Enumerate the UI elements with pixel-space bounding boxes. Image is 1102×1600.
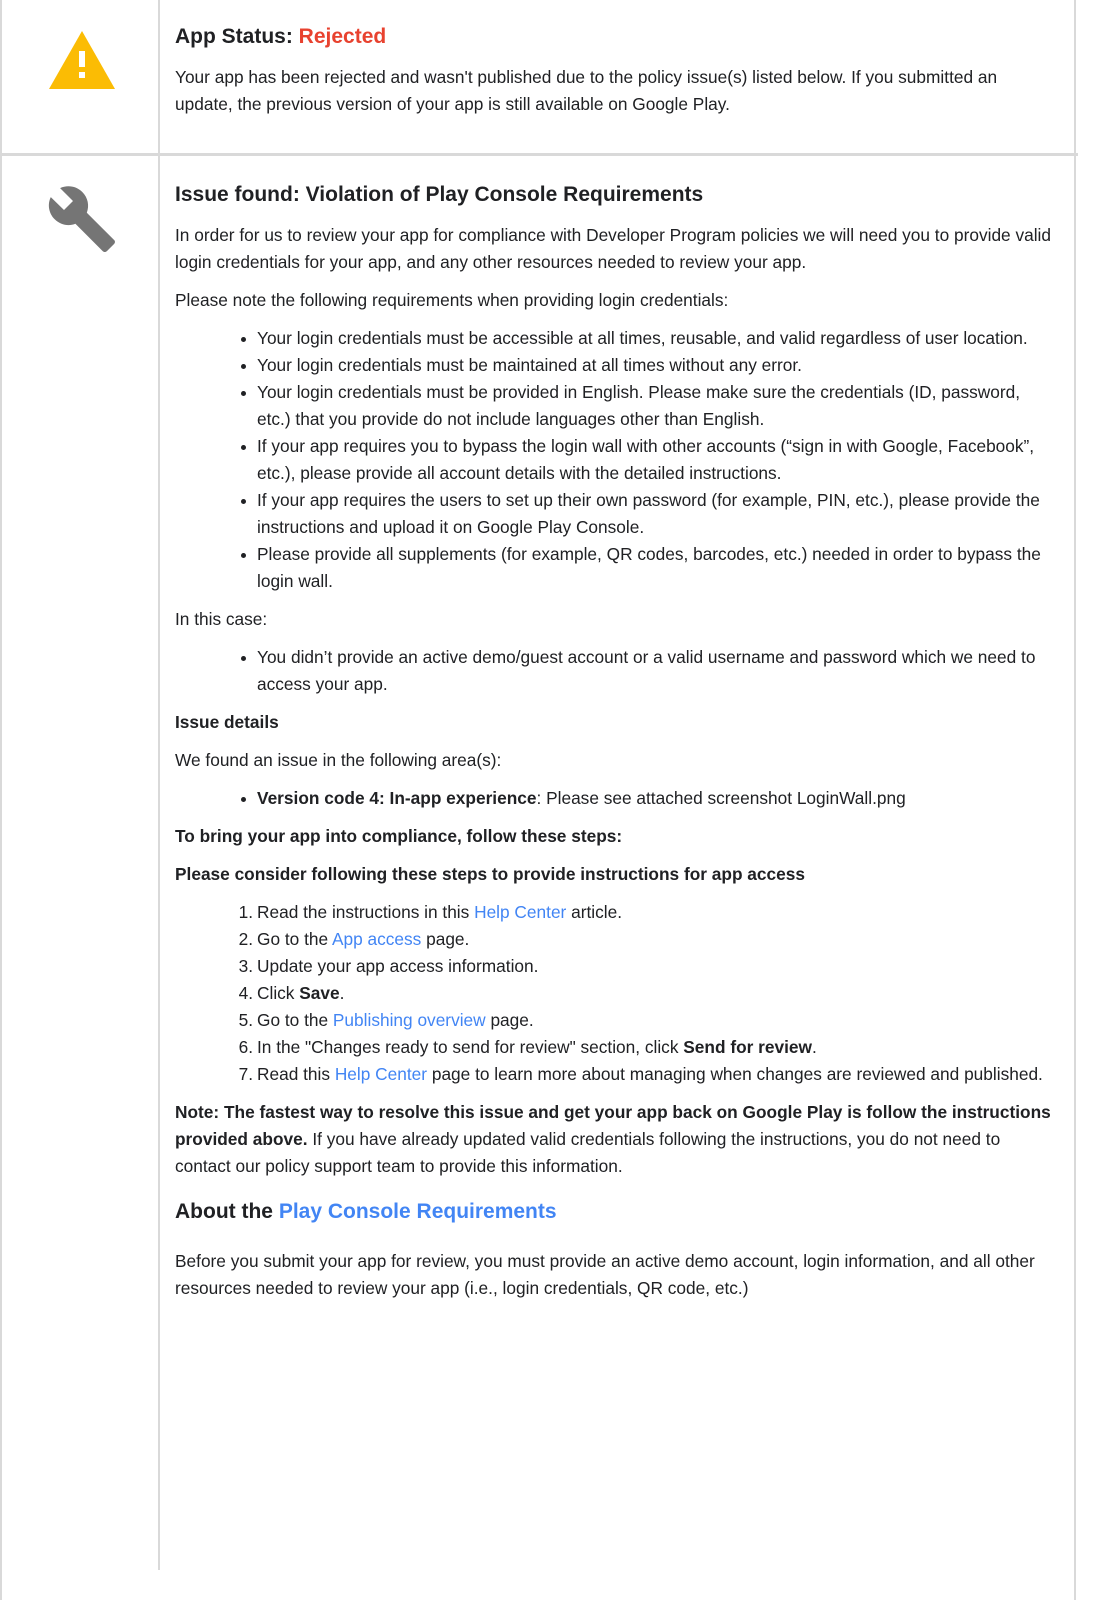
issue-icon-cell <box>2 156 158 356</box>
requirements-list <box>175 325 1055 595</box>
step-text: Update your app access information. <box>257 956 539 976</box>
detail-item-text: : Please see attached screenshot LoginWall.png <box>536 788 906 808</box>
list-item: Please provide all supplements (for example, QR codes, barcodes, etc.) needed in order to bypass the login wall. <box>257 541 1055 595</box>
step-text: page. <box>421 929 470 949</box>
status-icon-cell <box>2 0 158 156</box>
wrench-icon <box>46 183 118 255</box>
note-text: If you have already updated valid credentials following the instructions, you do not need to contact our policy support team to provide this information. <box>175 1129 1001 1176</box>
step-number: 7. <box>238 1064 253 1084</box>
step-text: article. <box>566 902 623 922</box>
steps-heading: Please consider following these steps to provide instructions for app access <box>175 864 805 884</box>
issue-title: Issue found: Violation of Play Console Requirements <box>175 183 704 206</box>
step-text: Read this <box>257 1064 335 1084</box>
warning-icon <box>47 29 117 91</box>
status-content <box>175 24 1055 118</box>
status-row <box>2 0 1078 156</box>
about-heading <box>175 1199 1055 1225</box>
step-text: Go to the <box>257 1010 333 1030</box>
help-center-page-link[interactable]: Help Center <box>334 1064 428 1084</box>
list-item <box>238 899 1055 926</box>
note-paragraph <box>175 1099 1055 1180</box>
issue-content <box>175 182 1055 1302</box>
step-number: 1. <box>238 902 253 922</box>
details-list <box>175 785 1055 812</box>
list-item: You didn’t provide an active demo/guest account or a valid username and password which we need to access your app. <box>257 644 1055 698</box>
issue-row <box>2 156 1078 1570</box>
step-number: 3. <box>238 956 253 976</box>
list-item <box>238 1034 1055 1061</box>
list-item <box>238 980 1055 1007</box>
step-text: . <box>811 1037 817 1057</box>
step-text: In the "Changes ready to send for review" section, click <box>257 1037 684 1057</box>
list-item <box>257 785 1055 812</box>
case-intro: In this case: <box>175 609 268 629</box>
step-number: 2. <box>238 929 253 949</box>
details-intro: We found an issue in the following area(s): <box>175 750 502 770</box>
list-item: Your login credentials must be provided in English. Please make sure the credentials (ID, password, etc.) that you provide do not include languages other than English. <box>257 379 1055 433</box>
about-text: Before you submit your app for review, you must provide an active demo account, login information, and all other resources needed to review your app (i.e., login credentials, QR code, etc.) <box>175 1251 1035 1298</box>
status-description: Your app has been rejected and wasn't published due to the policy issue(s) listed below. If you submitted an update, the previous version of your app is still available on Google Play. <box>175 67 998 114</box>
status-heading <box>175 24 1055 50</box>
status-label: App Status: <box>175 25 299 48</box>
step-number: 5. <box>238 1010 253 1030</box>
compliance-heading: To bring your app into compliance, follow these steps: <box>175 826 623 846</box>
help-center-link[interactable]: Help Center <box>474 902 567 922</box>
publishing-overview-link[interactable]: Publishing overview <box>332 1010 486 1030</box>
case-list <box>175 644 1055 698</box>
list-item <box>238 1061 1055 1088</box>
step-text: page to learn more about managing when changes are reviewed and published. <box>427 1064 1043 1084</box>
list-item <box>238 926 1055 953</box>
step-bold: Save <box>299 983 340 1003</box>
list-item: If your app requires you to bypass the login wall with other accounts (“sign in with Google, Facebook”, etc.), please provide all account details with the detailed instructions. <box>257 433 1055 487</box>
step-number: 6. <box>238 1037 253 1057</box>
list-item <box>238 953 1055 980</box>
play-console-requirements-link[interactable]: Play Console Requirements <box>278 1200 557 1223</box>
requirements-intro: Please note the following requirements when providing login credentials: <box>175 290 729 310</box>
issue-intro: In order for us to review your app for compliance with Developer Program policies we will need you to provide valid login credentials for your app, and any other resources needed to review your app. <box>175 225 1052 272</box>
steps-list <box>175 899 1055 1088</box>
list-item: If your app requires the users to set up their own password (for example, PIN, etc.), please provide the instructions and upload it on Google Play Console. <box>257 487 1055 541</box>
list-item: Your login credentials must be maintained at all times without any error. <box>257 352 1055 379</box>
status-value: Rejected <box>298 25 387 48</box>
step-text: Read the instructions in this <box>257 902 475 922</box>
app-access-link[interactable]: App access <box>331 929 422 949</box>
list-item: Your login credentials must be accessible at all times, reusable, and valid regardless of user location. <box>257 325 1055 352</box>
list-item <box>238 1007 1055 1034</box>
step-text: Go to the <box>257 929 332 949</box>
details-heading: Issue details <box>175 712 279 732</box>
step-bold: Send for review <box>683 1037 812 1057</box>
step-text: . <box>339 983 345 1003</box>
step-number: 4. <box>238 983 253 1003</box>
about-prefix: About the <box>175 1200 279 1223</box>
step-text: Click <box>257 983 300 1003</box>
step-text: page. <box>485 1010 534 1030</box>
detail-item-bold: Version code 4: In-app experience <box>257 788 537 808</box>
note-bold: Note: The fastest way to resolve this issue and get your app back on Google Play is follow the instructions provided above. <box>175 1102 1051 1149</box>
